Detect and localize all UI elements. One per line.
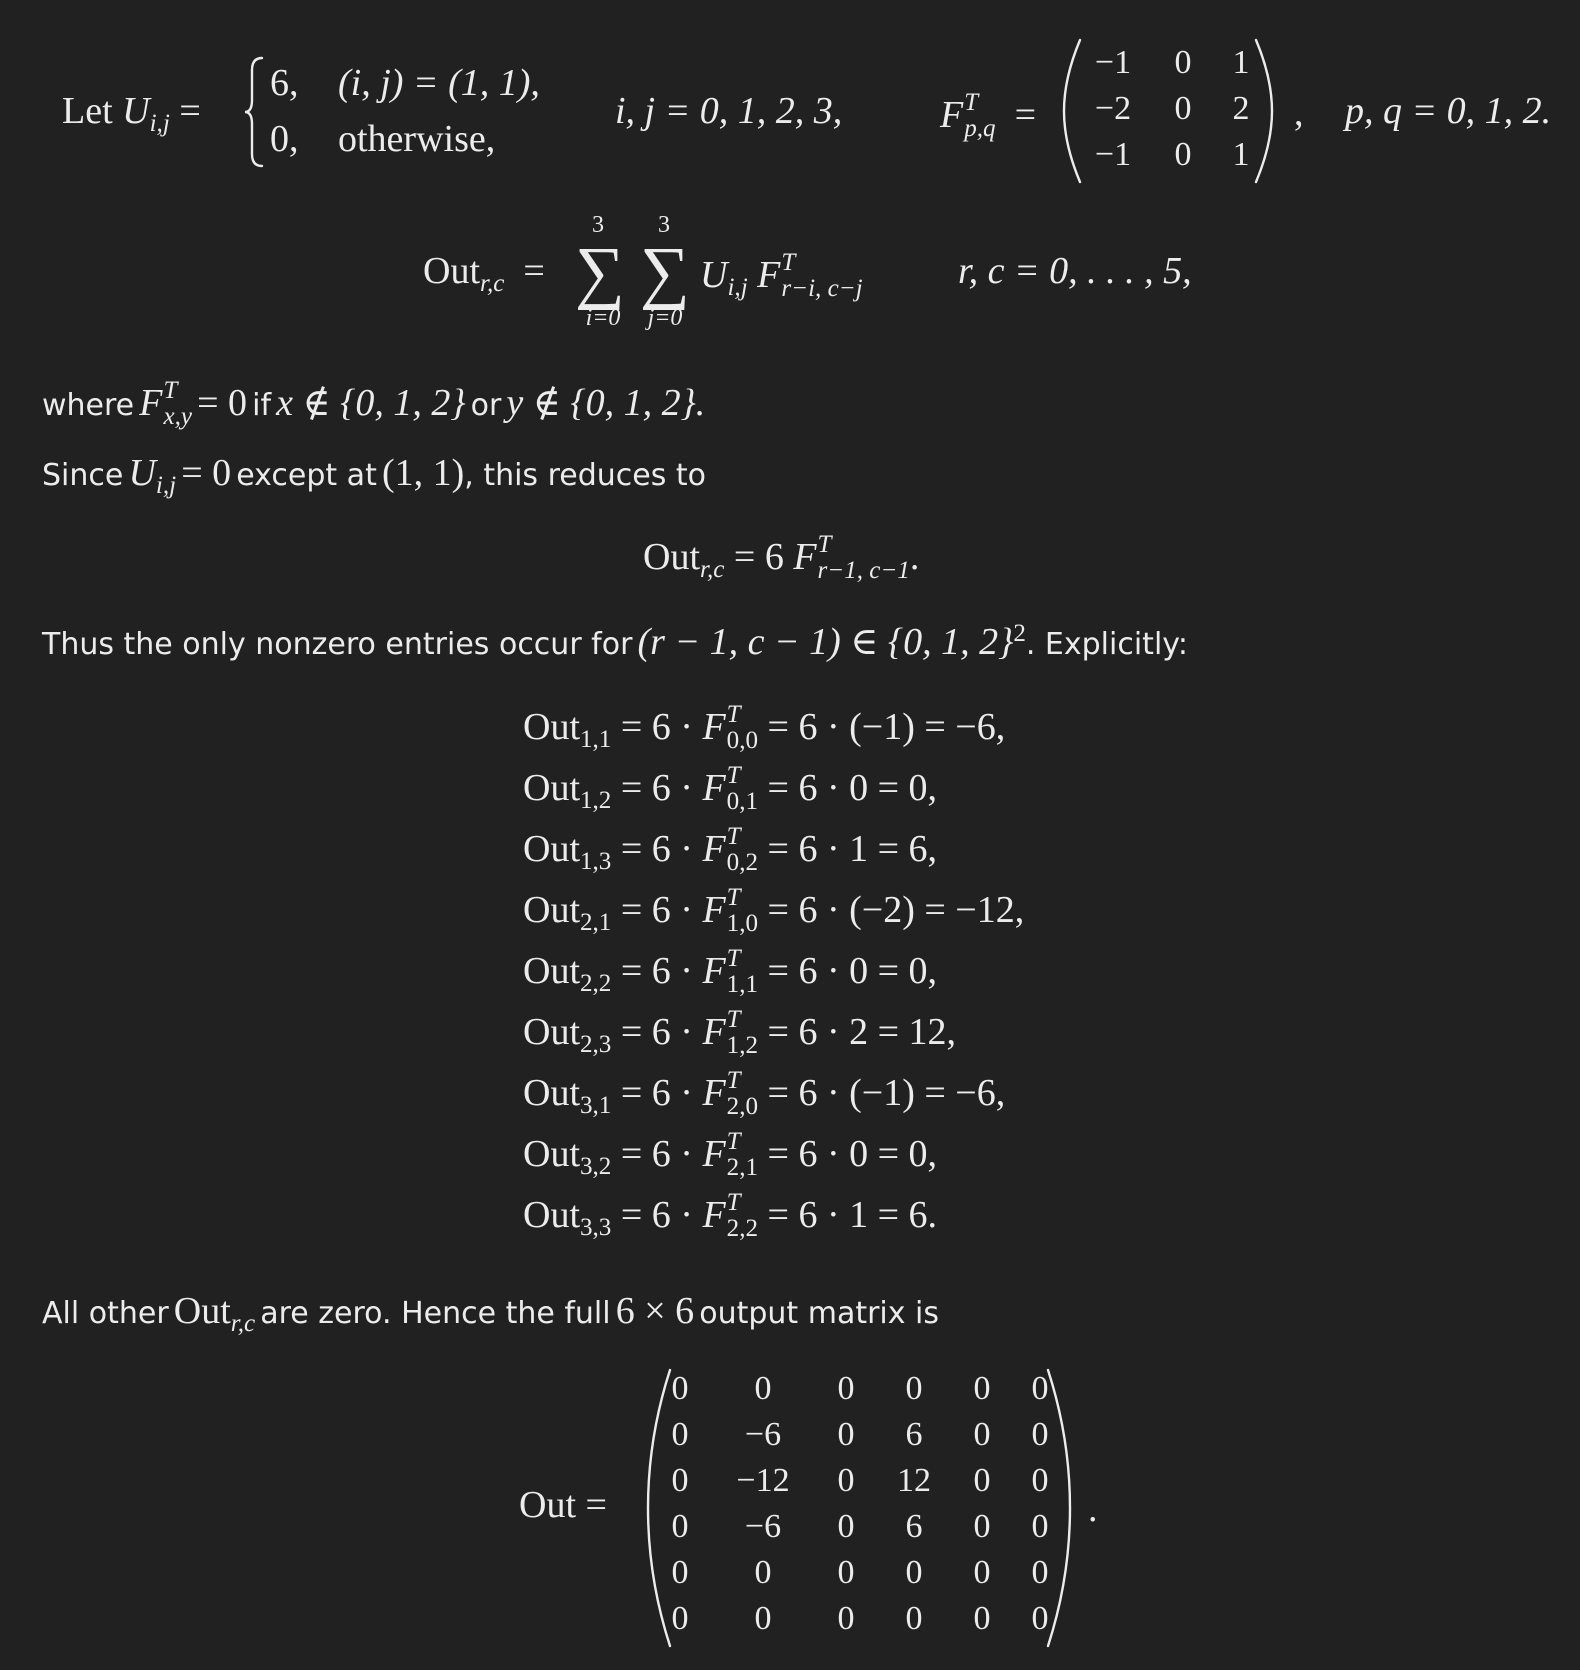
out-word: Out: [523, 1133, 580, 1176]
output-matrix-cell: 0: [671, 1554, 689, 1591]
case2-value: 0,: [270, 118, 299, 160]
explicit-row: [523, 762, 938, 818]
f-superscript: T: [964, 89, 979, 116]
output-matrix-cell: 0: [837, 1370, 855, 1407]
output-matrix-cell: 12: [897, 1462, 931, 1499]
math-fragment: = 6 · (−2) = −12,: [767, 889, 1025, 932]
case2-condition: otherwise,: [338, 118, 496, 160]
sum-term: [700, 249, 863, 305]
output-matrix-cell: 0: [671, 1462, 689, 1499]
where-line: [42, 377, 706, 433]
text-fragment: Thus the only nonzero entries occur for: [42, 627, 633, 662]
output-matrix-cell: 0: [837, 1508, 855, 1545]
sum1-symbol: ∑: [575, 234, 625, 311]
out-subscript: 3,3: [580, 1214, 612, 1242]
case1-value: 6,: [270, 62, 299, 104]
f-superscript: T: [726, 823, 741, 850]
f-matrix-cell: 0: [1174, 90, 1192, 127]
output-matrix-cell: 0: [1031, 1554, 1049, 1591]
math-fragment: = 6 · 2 = 12,: [767, 1011, 957, 1054]
text-fragment: where: [42, 388, 135, 424]
f-subscript: r−i, c−j: [781, 275, 863, 303]
out-subscript: 2,3: [580, 1031, 612, 1059]
f-symbol: F: [940, 94, 964, 137]
sum2-symbol: ∑: [640, 234, 690, 311]
output-matrix-cell: 0: [1031, 1508, 1049, 1545]
math-fragment: y ∉ {0, 1, 2}.: [506, 382, 706, 425]
f-subscript: p,q: [964, 115, 996, 143]
output-matrix-cell: 0: [973, 1600, 991, 1637]
f-matrix-cell: 0: [1174, 44, 1192, 81]
out-word: Out: [523, 1011, 580, 1054]
u-subscript: i,j: [155, 472, 177, 500]
explicit-row: [523, 884, 1025, 940]
f-symbol: F: [139, 382, 163, 425]
sum2-upper: 3: [658, 212, 670, 238]
f-superscript: T: [726, 762, 741, 789]
explicit-row: [523, 1006, 957, 1062]
explicit-row: [523, 1189, 938, 1245]
explicit-row: [523, 945, 938, 1001]
f-symbol: F: [793, 536, 817, 579]
output-matrix-cell: 0: [973, 1462, 991, 1499]
f-superscript: T: [726, 701, 741, 728]
math-fragment: = 6 · 0 = 0,: [767, 1133, 938, 1176]
equals-sign: =: [179, 90, 201, 132]
pq-range: p, q = 0, 1, 2.: [1345, 90, 1552, 132]
output-matrix-cell: 6: [905, 1508, 923, 1545]
ij-range: i, j = 0, 1, 2, 3,: [615, 90, 843, 132]
f-subscript: r−1, c−1: [817, 557, 910, 585]
equals-sign: =: [513, 250, 545, 292]
out-word: Out: [523, 889, 580, 932]
output-matrix-cell: 0: [905, 1554, 923, 1591]
f-matrix-cell: 2: [1232, 90, 1250, 127]
f-subscript: x,y: [163, 403, 192, 431]
output-matrix-cell: 0: [837, 1600, 855, 1637]
superscript: 2: [1013, 620, 1026, 648]
out-subscript: r,c: [230, 1310, 256, 1338]
output-matrix-cell: 0: [837, 1462, 855, 1499]
out-word: Out: [173, 1290, 231, 1332]
sum2-lower: j=0: [647, 305, 683, 331]
output-matrix-cell: 0: [973, 1554, 991, 1591]
text-fragment: output matrix is: [699, 1296, 940, 1331]
f-superscript: T: [726, 1006, 741, 1033]
math-fragment: = 6 ·: [620, 950, 693, 993]
output-matrix-cell: 0: [837, 1416, 855, 1453]
f-subscript: 1,0: [726, 910, 759, 938]
f-subscript: 0,0: [726, 727, 759, 755]
output-matrix-cell: −6: [744, 1508, 782, 1545]
output-matrix-cell: 0: [1031, 1600, 1049, 1637]
u-symbol: U: [128, 452, 156, 494]
rc-range: r, c = 0, . . . , 5,: [958, 250, 1192, 292]
f-symbol: F: [702, 706, 726, 749]
text-fragment: Since: [42, 458, 124, 493]
math-fragment: = 6 ·: [620, 1011, 693, 1054]
u-definition-lhs: [62, 90, 201, 138]
f-matrix-right-paren: [1254, 38, 1274, 184]
math-fragment: = 6 ·: [620, 1072, 693, 1115]
case1-condition: (i, j) = (1, 1),: [338, 62, 540, 104]
math-fragment: = 6 · 1 = 6.: [767, 1194, 938, 1237]
math-fragment: x ∉ {0, 1, 2}: [276, 382, 466, 425]
explicit-row: [523, 701, 1006, 757]
math-fragment: = 6 ·: [620, 828, 693, 871]
output-matrix-cell: 0: [754, 1554, 772, 1591]
math-fragment: = 6 · 0 = 0,: [767, 767, 938, 810]
f-superscript: T: [817, 531, 832, 558]
out-subscript: 1,3: [580, 848, 612, 876]
out-word: Out: [523, 1194, 580, 1237]
math-fragment: = 6 ·: [620, 706, 693, 749]
explicit-row: [523, 823, 938, 879]
f-subscript: 1,1: [726, 971, 759, 999]
output-matrix-cell: 0: [671, 1416, 689, 1453]
f-matrix-cell: 1: [1232, 136, 1250, 173]
f-subscript: 2,2: [726, 1215, 759, 1243]
f-symbol: F: [702, 1133, 726, 1176]
f-symbol: F: [702, 950, 726, 993]
math-fragment: = 6 ·: [620, 889, 693, 932]
final-period: .: [1088, 1488, 1098, 1530]
equals-sign: =: [1005, 94, 1037, 137]
f-superscript: T: [781, 249, 796, 276]
f-symbol: F: [757, 254, 781, 297]
out-subscript: r,c: [480, 270, 505, 298]
math-fragment: (1, 1): [381, 452, 465, 494]
text-fragment: are zero. Hence the full: [260, 1296, 611, 1331]
cases-brace: [244, 56, 266, 168]
f-symbol: F: [702, 1194, 726, 1237]
final-matrix-right-paren: [1046, 1368, 1072, 1648]
text-fragment: . Explicitly:: [1025, 627, 1188, 662]
math-fragment: = 6 ·: [620, 1194, 693, 1237]
out-subscript: r,c: [700, 556, 725, 584]
f-subscript: 2,1: [726, 1154, 759, 1182]
f-subscript: 2,0: [726, 1093, 759, 1121]
f-superscript: T: [726, 884, 741, 911]
f-subscript: 0,2: [726, 849, 759, 877]
f-matrix-cell: −1: [1094, 136, 1132, 173]
f-matrix-cell: 0: [1174, 136, 1192, 173]
sum-lhs: [423, 250, 545, 298]
out-word: Out: [643, 536, 700, 579]
text-fragment: , this reduces to: [464, 458, 707, 493]
explicit-row: [523, 1128, 938, 1184]
math-fragment: (r − 1, c − 1) ∈ {0, 1, 2}: [637, 621, 1014, 663]
output-matrix-cell: −6: [744, 1416, 782, 1453]
all-other-line: [42, 1290, 940, 1338]
output-matrix-cell: 0: [754, 1600, 772, 1637]
sum1-upper: 3: [592, 212, 604, 238]
math-fragment: = 0: [181, 452, 232, 494]
output-matrix-cell: 0: [1031, 1416, 1049, 1453]
u-symbol: U: [122, 90, 150, 132]
out-word: Out: [523, 1072, 580, 1115]
out-word: Out: [523, 828, 580, 871]
period: .: [909, 536, 920, 579]
f-superscript: T: [726, 1128, 741, 1155]
text-fragment: All other: [42, 1296, 169, 1331]
u-subscript: i,j: [149, 110, 170, 138]
output-matrix-cell: 0: [671, 1370, 689, 1407]
output-matrix-cell: 0: [905, 1370, 923, 1407]
output-matrix-cell: 6: [905, 1416, 923, 1453]
math-fragment: = 6 · (−1) = −6,: [767, 706, 1006, 749]
out-word: Out: [423, 250, 480, 292]
sum1-lower: i=0: [585, 305, 621, 331]
text-fragment: or: [470, 388, 502, 424]
text-fragment: except at: [236, 458, 377, 493]
math-fragment: = 6 · 1 = 6,: [767, 828, 938, 871]
output-matrix-cell: 0: [973, 1416, 991, 1453]
f-symbol: F: [702, 889, 726, 932]
output-matrix-cell: 0: [671, 1508, 689, 1545]
f-subscript: 0,1: [726, 788, 759, 816]
math-fragment: = 0: [197, 382, 248, 425]
f-definition-lhs: [940, 89, 1037, 145]
f-matrix-cell: −2: [1094, 90, 1132, 127]
out-subscript: 3,1: [580, 1092, 612, 1120]
f-subscript: 1,2: [726, 1032, 759, 1060]
math-fragment: 6 × 6: [615, 1290, 695, 1332]
f-superscript: T: [726, 1189, 741, 1216]
f-matrix-cell: 1: [1232, 44, 1250, 81]
text-fragment: if: [252, 388, 272, 424]
u-symbol: U: [700, 254, 728, 297]
out-word: Out: [523, 767, 580, 810]
f-superscript: T: [726, 1067, 741, 1094]
out-subscript: 3,2: [580, 1153, 612, 1181]
f-matrix-cell: −1: [1094, 44, 1132, 81]
output-matrix-cell: 0: [671, 1600, 689, 1637]
output-matrix-cell: 0: [754, 1370, 772, 1407]
output-matrix-cell: 0: [905, 1600, 923, 1637]
out-subscript: 1,2: [580, 787, 612, 815]
math-fragment: = 6 ·: [620, 1133, 693, 1176]
explicit-row: [523, 1067, 1006, 1123]
out-word: Out: [523, 706, 580, 749]
out-subscript: 2,1: [580, 909, 612, 937]
output-matrix-cell: 0: [1031, 1370, 1049, 1407]
out-subscript: 2,2: [580, 970, 612, 998]
math-fragment: = 6 · (−1) = −6,: [767, 1072, 1006, 1115]
math-fragment: = 6 ·: [620, 767, 693, 810]
thus-line: [42, 620, 1188, 663]
f-superscript: T: [726, 945, 741, 972]
math-fragment: = 6 · 0 = 0,: [767, 950, 938, 993]
let-word: Let: [62, 90, 113, 132]
out-word: Out: [523, 950, 580, 993]
since-line: [42, 452, 707, 500]
output-matrix-cell: 0: [837, 1554, 855, 1591]
f-symbol: F: [702, 1072, 726, 1115]
f-matrix-left-paren: [1062, 38, 1082, 184]
output-matrix-cell: 0: [1031, 1462, 1049, 1499]
output-matrix-cell: −12: [736, 1462, 790, 1499]
out-subscript: 1,1: [580, 726, 612, 754]
pq-separator: ,: [1294, 92, 1304, 134]
math-fragment: = 6: [733, 536, 784, 579]
final-lhs: Out =: [519, 1484, 607, 1526]
reduced-equation: [643, 531, 920, 587]
f-superscript: T: [163, 377, 178, 404]
f-symbol: F: [702, 828, 726, 871]
output-matrix-cell: 0: [973, 1508, 991, 1545]
output-matrix-cell: 0: [973, 1370, 991, 1407]
f-symbol: F: [702, 767, 726, 810]
f-symbol: F: [702, 1011, 726, 1054]
final-matrix-left-paren: [646, 1368, 672, 1648]
u-subscript: i,j: [727, 274, 748, 302]
